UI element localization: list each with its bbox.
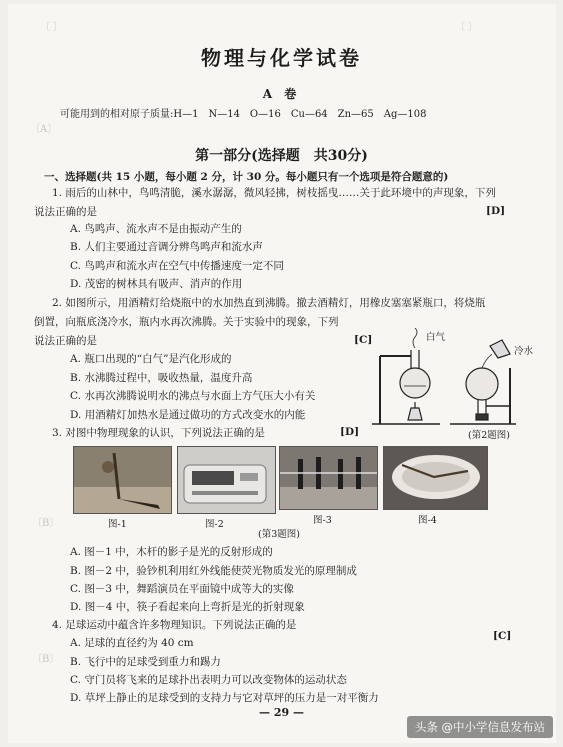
q1-stem-line-1: 1. 雨后的山林中，鸟鸣清脆，溪水潺潺，微风轻拂，树枝摇曳……关于此环境中的声现象，下列 (52, 187, 496, 199)
q2-option-b: B. 水沸腾过程中，吸收热量，温度升高 (70, 372, 253, 384)
chopsticks-illustration (384, 447, 487, 509)
q1-option-c: C. 鸟鸣声和流水声在空气中传播速度一定不同 (70, 260, 284, 272)
pole-shadow-illustration (74, 447, 171, 513)
figure-2-caption: (第2题图) (468, 430, 510, 441)
q3-option-d: D. 图－4 中，筷子看起来向上弯折是光的折射现象 (70, 601, 305, 613)
bleed-through-mark: 〔B〕 (32, 518, 60, 529)
figure-1-caption: 图-1 (108, 519, 127, 530)
q4-stem: 4. 足球运动中蕴含许多物理知识。下列说法正确的是 (52, 619, 297, 631)
figure-3-group-caption: (第3题图) (258, 529, 300, 540)
q3-answer: [D] (340, 426, 360, 438)
q1-option-d: D. 茂密的树林具有吸声、消声的作用 (70, 278, 243, 290)
q2-option-d: D. 用酒精灯加热水是通过做功的方式改变水的内能 (70, 409, 306, 421)
bleed-through-mark: 〔A〕 (30, 124, 58, 135)
figure-4-chopsticks-bowl (383, 446, 488, 510)
white-gas-label: 白气 (426, 332, 446, 343)
cold-water-label: 冷水 (514, 346, 534, 357)
q1-option-a: A. 鸟鸣声、流水声不是由振动产生的 (70, 223, 242, 235)
money-detector-illustration (178, 447, 275, 513)
q2-stem-line-1: 2. 如图所示，用酒精灯给烧瓶中的水加热直到沸腾。撤去酒精灯，用橡皮塞塞紧瓶口，将烧瓶 (52, 297, 486, 309)
bleed-through-mark: 〔 〕 (40, 22, 64, 33)
figure-1-pole-shadow (73, 446, 172, 514)
section-heading: 一、选择题(共 15 小题，每小题 2 分，计 30 分。每小题只有一个选项是符合题意的) (44, 171, 449, 183)
figure-3-dancers-mirror (279, 446, 378, 510)
q3-option-c: C. 图－3 中，舞蹈演员在平面镜中成等大的实像 (70, 583, 294, 595)
exam-title: 物理与化学试卷 (201, 46, 362, 70)
q3-option-b: B. 图－2 中，验钞机利用红外线能使荧光物质发光的原理制成 (70, 565, 357, 577)
exam-subtitle: A 卷 (262, 87, 301, 101)
figure-4-caption: 图-4 (418, 515, 437, 526)
q1-option-b: B. 人们主要通过音调分辨鸟鸣声和流水声 (70, 241, 263, 253)
watermark-badge: 头条 @中小学信息发布站 (407, 716, 553, 738)
bleed-through-mark: 〔 〕 (455, 22, 479, 33)
q2-stem-line-3: 说法正确的是 (34, 335, 97, 347)
q4-option-b: B. 飞行中的足球受到重力和踢力 (70, 656, 221, 668)
q3-stem: 3. 对图中物理现象的认识，下列说法正确的是 (52, 427, 265, 439)
dancers-illustration (280, 447, 377, 509)
q3-option-a: A. 图－1 中，木杆的影子是光的反射形成的 (70, 546, 273, 558)
atomic-masses: 可能用到的相对原子质量:H—1 N—14 O—16 Cu—64 Zn—65 Ag—108 (60, 109, 427, 120)
figure-2-money-detector (177, 446, 276, 514)
q4-option-d: D. 草坪上静止的足球受到的支持力与它对草坪的压力是一对平衡力 (70, 692, 379, 704)
q2-option-c: C. 水再次沸腾说明水的沸点与水面上方气压大小有关 (70, 390, 316, 402)
part-heading: 第一部分(选择题 共30分) (195, 148, 368, 164)
q4-option-a: A. 足球的直径约为 40 cm (70, 637, 194, 649)
q2-answer: [C] (354, 334, 373, 346)
q4-answer: [C] (493, 630, 512, 642)
bleed-through-mark: 〔B〕 (32, 654, 60, 665)
q2-option-a: A. 瓶口出现的“白气”是汽化形成的 (70, 353, 232, 365)
q4-option-c: C. 守门员将飞来的足球扑出表明力可以改变物体的运动状态 (70, 674, 347, 686)
q1-stem-line-2: 说法正确的是 (34, 206, 97, 218)
q1-answer: [D] (486, 205, 506, 217)
figure-2-caption: 图-2 (205, 519, 224, 530)
figure-3-caption: 图-3 (313, 515, 332, 526)
q2-stem-line-2: 倒置，向瓶底浇冷水，瓶内水再次沸腾。关于实验中的现象，下列 (34, 316, 339, 328)
page-number: — 29 — (259, 706, 304, 719)
